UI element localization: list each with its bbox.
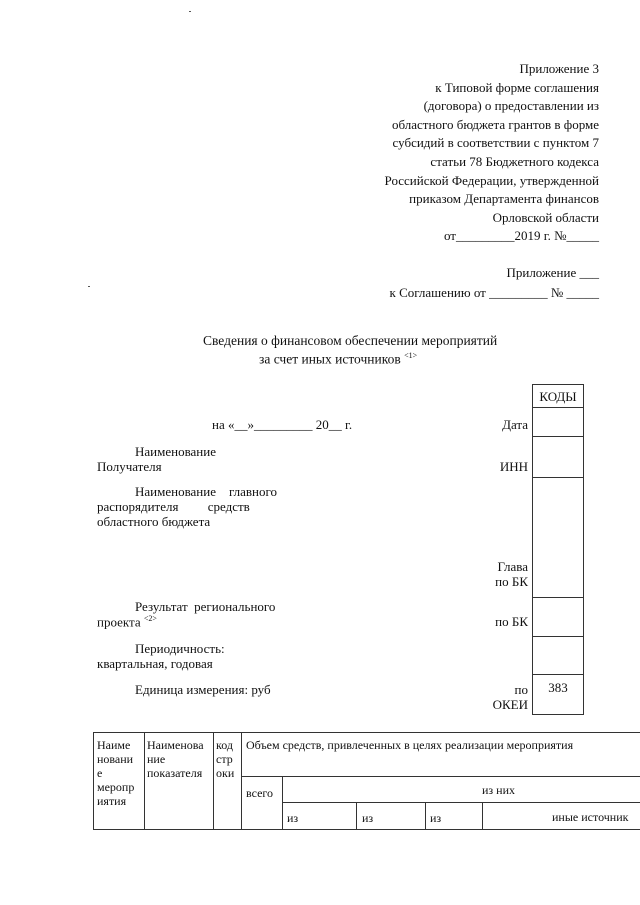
header-line: Наименова (147, 738, 204, 752)
table-col-divider (282, 776, 283, 830)
scan-speck (88, 286, 90, 287)
table-col-divider (144, 732, 145, 830)
codes-row-line (532, 674, 584, 675)
okei-label-2: ОКЕИ (492, 697, 528, 712)
okei-label-1: по (514, 682, 528, 697)
title-text: за счет иных источников (259, 351, 401, 367)
project-label-2 (97, 614, 157, 630)
appendix-line: Российской Федерации, утвержденной (384, 172, 599, 188)
appendix-header (279, 60, 599, 246)
table-left-border (93, 732, 94, 830)
glava-label-1: Глава (497, 559, 528, 574)
table-inner-line (282, 802, 640, 803)
codes-header: КОДЫ (539, 389, 577, 404)
agreement-appendix-line1: Приложение ___ (506, 265, 599, 280)
header-line: меропр (97, 780, 135, 794)
project-label-1: Результат регионального (135, 599, 276, 614)
document-title-line2 (259, 351, 417, 368)
codes-row-line (532, 436, 584, 437)
appendix-line: к Типовой форме соглашения (435, 79, 599, 95)
report-date-field: на «__»_________ 20__ г. (212, 417, 353, 432)
title-footnote: <1> (404, 351, 418, 360)
header-line: показателя (147, 766, 203, 780)
header-line: стр (216, 752, 233, 766)
appendix-line: Орловской области (492, 209, 599, 225)
grbs-label-1: Наименование главного (135, 484, 278, 499)
column-header-sub-2: из (362, 811, 374, 825)
project-footnote: <2> (143, 614, 157, 623)
inn-label: ИНН (499, 459, 528, 474)
table-bottom-border (93, 829, 640, 830)
header-line: ние (147, 752, 166, 766)
header-line: Наиме (97, 738, 131, 752)
codes-row-line (532, 636, 584, 637)
column-header-of-which: из них (482, 783, 516, 797)
header-line: е (97, 766, 103, 780)
column-header-indicator (147, 738, 213, 780)
table-col-divider (425, 802, 426, 830)
appendix-line: субсидий в соответствии с пунктом 7 (392, 135, 599, 151)
recipient-label-1: Наименование (135, 444, 216, 459)
appendix-date-line: от_________2019 г. №_____ (443, 228, 599, 244)
okei-code-value: 383 (548, 680, 568, 695)
period-label-2: квартальная, годовая (97, 656, 213, 671)
table-col-divider (482, 802, 483, 830)
header-line: оки (216, 766, 235, 780)
agreement-appendix-line2: к Соглашению от _________ № _____ (389, 285, 599, 300)
table-top-border (93, 732, 640, 733)
codes-row-line (532, 714, 584, 715)
recipient-label-2: Получателя (97, 459, 162, 474)
codes-col-right (583, 407, 584, 715)
codes-col-left (532, 407, 533, 715)
column-header-row-code (216, 738, 241, 780)
grbs-label-2: распорядителя средств (97, 499, 250, 514)
appendix-line: (договора) о предоставлении из (423, 98, 599, 114)
column-header-sub-3: из (430, 811, 442, 825)
project-label-text: проекта (97, 614, 141, 630)
column-header-event (97, 738, 143, 808)
glava-label-2: по БК (495, 574, 528, 589)
header-line: новани (97, 752, 134, 766)
header-line: код (216, 738, 233, 752)
document-title-line1: Сведения о финансовом обеспечении мероприятий (203, 333, 498, 348)
project-code-label: по БК (495, 614, 528, 629)
appendix-line: статьи 78 Бюджетного кодекса (430, 153, 599, 169)
column-header-funding-volume: Объем средств, привлеченных в целях реализации мероприятия (246, 738, 574, 752)
table-col-divider (213, 732, 214, 830)
column-header-total: всего (246, 786, 274, 800)
unit-label: Единица измерения: руб (135, 682, 271, 697)
appendix-line: областного бюджета грантов в форме (391, 116, 599, 132)
codes-row-line (532, 597, 584, 598)
table-col-divider (356, 802, 357, 830)
column-header-other-sources: иные источник (552, 810, 629, 824)
grbs-label-3: областного бюджета (97, 514, 211, 529)
date-label: Дата (502, 417, 528, 432)
table-inner-line (241, 776, 640, 777)
header-line: иятия (97, 794, 127, 808)
scan-speck (189, 11, 191, 12)
appendix-line: приказом Департамента финансов (409, 191, 599, 207)
codes-row-line (532, 477, 584, 478)
table-col-divider (241, 732, 242, 830)
period-label-1: Периодичность: (135, 641, 225, 656)
column-header-sub-1: из (287, 811, 299, 825)
appendix-line: Приложение 3 (519, 61, 599, 76)
